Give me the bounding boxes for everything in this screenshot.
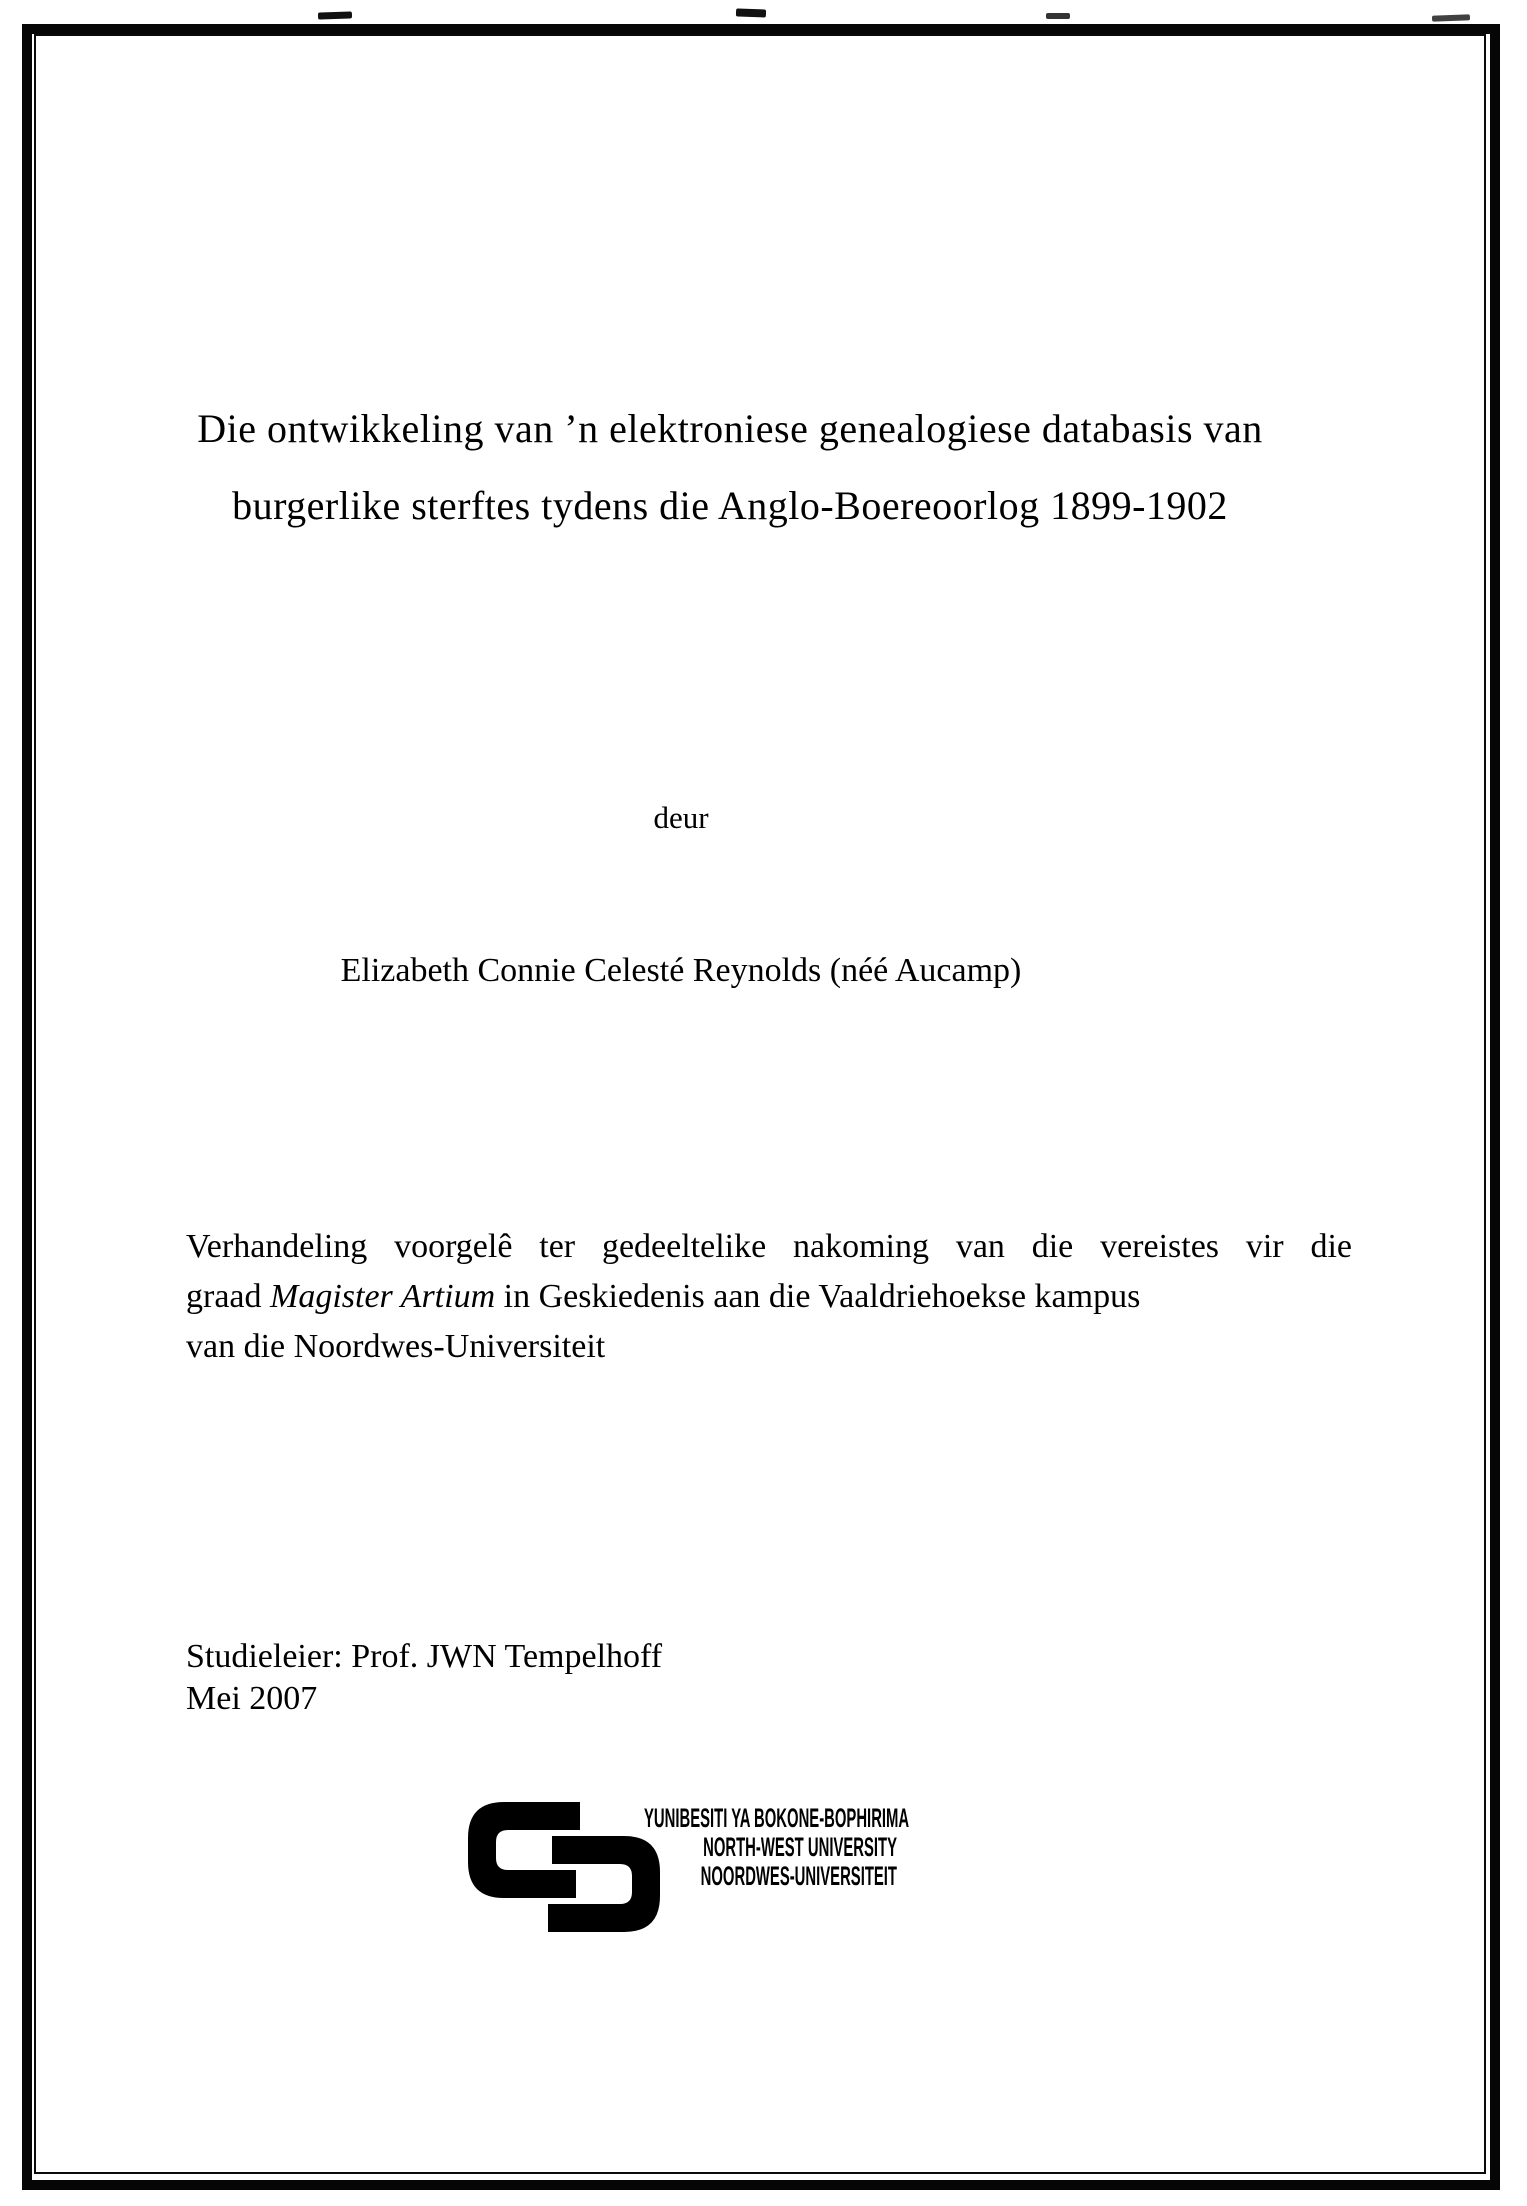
degree-line-2-prefix: graad [186, 1278, 271, 1315]
degree-line-3: van die Noordwes-Universiteit [186, 1328, 606, 1365]
scan-artifact [1432, 14, 1470, 21]
scan-artifact [736, 8, 766, 17]
scan-artifact [1046, 13, 1070, 19]
supervisor-line: Studieleier: Prof. JWN Tempelhoff [186, 1638, 663, 1675]
degree-line-2 [186, 1272, 1352, 1322]
title-line-2: burgerlike sterftes tydens die Anglo-Boereoorlog 1899-1902 [232, 483, 1228, 528]
degree-line-1: Verhandeling voorgelê ter gedeeltelike nakoming van die vereistes vir die [186, 1228, 1352, 1265]
date-line: Mei 2007 [186, 1680, 318, 1717]
degree-line-2-italic: Magister Artium [270, 1278, 496, 1315]
title-line-1: Die ontwikkeling van ’n elektroniese genealogiese databasis van [197, 406, 1263, 451]
logo-line-afrikaans: NOORDWES-UNIVERSITEIT [700, 1861, 897, 1891]
degree-line-2-suffix: in Geskiedenis aan die Vaaldriehoekse kampus [495, 1278, 1141, 1315]
byline-deur: deur [653, 800, 709, 835]
logo-line-english: NORTH-WEST UNIVERSITY [703, 1832, 897, 1862]
supervisor-block [186, 1636, 1352, 1720]
thesis-title [80, 390, 1380, 544]
university-logo-text [644, 1803, 910, 1891]
degree-statement [186, 1222, 1352, 1372]
author-name: Elizabeth Connie Celesté Reynolds (néé Aucamp) [340, 952, 1022, 989]
logo-line-setswana: YUNIBESITI YA BOKONE-BOPHIRIMA [644, 1803, 910, 1833]
scan-artifact [318, 11, 352, 19]
nwu-logo-mark-icon [468, 1802, 660, 1932]
